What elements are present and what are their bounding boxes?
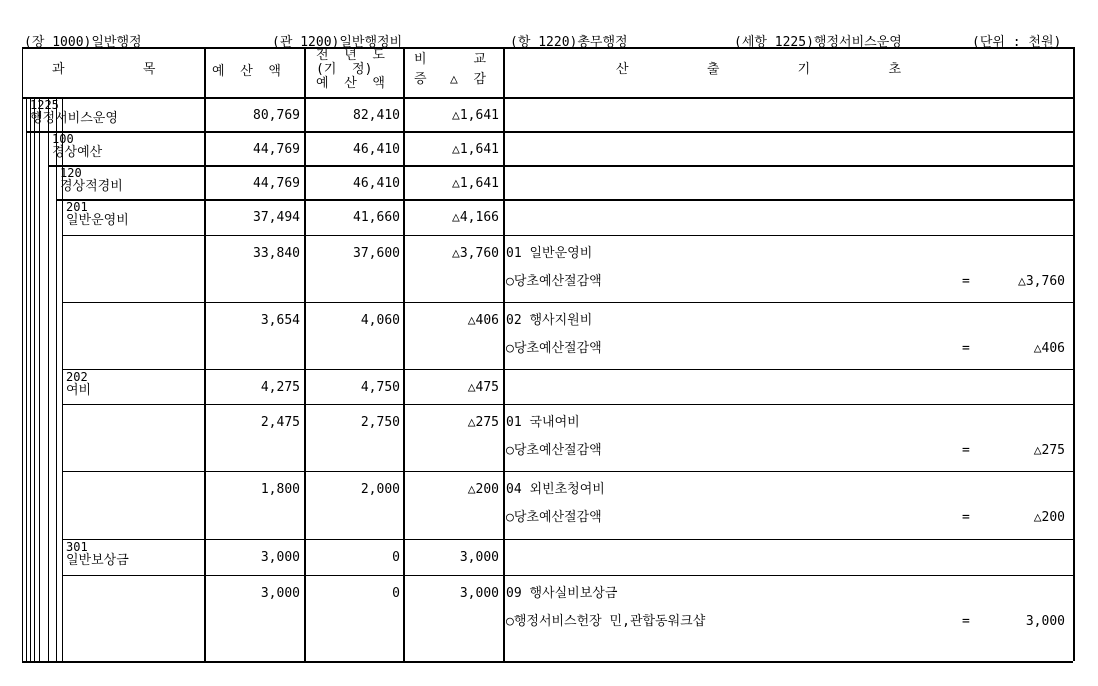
sehang-label: (세항 1225)행정서비스운영 — [734, 35, 902, 50]
basis-detail: ○당초예산절감액 — [506, 443, 602, 458]
row-diff: △1,641 — [452, 176, 499, 191]
nesting-line — [34, 97, 35, 661]
row-prev-budget: 4,750 — [360, 380, 400, 395]
row-divider — [62, 302, 1073, 303]
row-budget: 3,654 — [260, 313, 300, 328]
row-name: 경상예산 — [52, 145, 103, 160]
row-diff: 3,000 — [459, 550, 499, 565]
row-diff: △200 — [467, 482, 499, 497]
row-budget: 4,275 — [260, 380, 300, 395]
row-prev-budget: 0 — [392, 586, 400, 601]
basis-equals: = — [962, 274, 970, 289]
gwan-label: (관 1200)일반행정비 — [272, 35, 403, 50]
col-compare-header-2: 증 △ 감 — [414, 72, 487, 87]
col-basis-header: 산 출 기 초 — [616, 62, 902, 77]
column-divider — [403, 47, 405, 661]
col-budget-header: 예 산 액 — [212, 64, 281, 79]
row-code: 201 — [66, 200, 88, 214]
basis-detail: ○당초예산절감액 — [506, 510, 602, 525]
nesting-line — [30, 97, 31, 661]
row-divider — [62, 369, 1073, 370]
row-prev-budget: 46,410 — [353, 176, 400, 191]
nesting-line — [56, 97, 57, 661]
row-prev-budget: 46,410 — [353, 142, 400, 157]
row-budget: 3,000 — [260, 586, 300, 601]
row-divider — [56, 199, 1073, 201]
row-diff: △275 — [467, 415, 499, 430]
row-budget: 37,494 — [253, 210, 300, 225]
row-budget: 3,000 — [260, 550, 300, 565]
basis-detail: ○행정서비스헌장 민,관합동워크샵 — [506, 614, 706, 629]
basis-amount: △275 — [1033, 443, 1065, 458]
table-left-border — [22, 47, 23, 661]
basis-detail: ○당초예산절감액 — [506, 341, 602, 356]
basis-amount: 3,000 — [1025, 614, 1065, 629]
nesting-line — [39, 97, 40, 661]
unit-label: (단위 : 천원) — [972, 35, 1062, 50]
basis-item: 04 외빈초청여비 — [506, 482, 605, 497]
row-code: 100 — [52, 132, 74, 146]
row-diff: △475 — [467, 380, 499, 395]
row-prev-budget: 37,600 — [353, 246, 400, 261]
row-name: 행정서비스운영 — [30, 111, 118, 126]
row-prev-budget: 4,060 — [360, 313, 400, 328]
row-name: 일반보상금 — [66, 553, 129, 568]
row-budget: 80,769 — [253, 108, 300, 123]
row-divider — [26, 131, 1073, 133]
row-code: 120 — [60, 166, 82, 180]
row-name: 일반운영비 — [66, 213, 129, 228]
row-prev-budget: 0 — [392, 550, 400, 565]
column-divider — [204, 47, 206, 661]
basis-equals: = — [962, 614, 970, 629]
row-divider — [62, 404, 1073, 405]
row-name: 경상적경비 — [60, 179, 123, 194]
row-budget: 44,769 — [253, 176, 300, 191]
basis-amount: △3,760 — [1018, 274, 1065, 289]
basis-item: 01 국내여비 — [506, 415, 580, 430]
basis-amount: △406 — [1033, 341, 1065, 356]
row-diff: △1,641 — [452, 142, 499, 157]
basis-equals: = — [962, 341, 970, 356]
table-top-border — [22, 47, 1073, 49]
row-budget: 44,769 — [253, 142, 300, 157]
col-prev-header-1: 전 년 도 — [316, 48, 385, 63]
basis-item: 09 행사실비보상금 — [506, 586, 618, 601]
basis-item: 01 일반운영비 — [506, 246, 593, 261]
col-compare-header-1: 비 교 — [414, 52, 487, 67]
row-divider — [62, 471, 1073, 472]
row-prev-budget: 2,000 — [360, 482, 400, 497]
basis-item: 02 행사지원비 — [506, 313, 593, 328]
table-right-border — [1073, 47, 1075, 661]
row-diff: △3,760 — [452, 246, 499, 261]
row-divider — [62, 539, 1073, 540]
col-prev-header-2: (기 정) — [316, 62, 373, 77]
row-diff: △1,641 — [452, 108, 499, 123]
column-divider — [503, 47, 505, 661]
nesting-line — [26, 97, 27, 661]
row-prev-budget: 41,660 — [353, 210, 400, 225]
basis-amount: △200 — [1033, 510, 1065, 525]
row-divider — [62, 575, 1073, 576]
budget-table — [22, 47, 1073, 661]
col-subject-header: 과 목 — [52, 62, 156, 77]
table-bottom-border — [22, 661, 1073, 663]
row-divider — [62, 235, 1073, 236]
row-prev-budget: 82,410 — [353, 108, 400, 123]
nesting-line — [48, 97, 49, 661]
row-code: 301 — [66, 540, 88, 554]
column-divider — [304, 47, 306, 661]
basis-equals: = — [962, 510, 970, 525]
col-prev-header-3: 예 산 액 — [316, 76, 385, 91]
row-diff: △406 — [467, 313, 499, 328]
row-code: 202 — [66, 370, 88, 384]
row-diff: △4,166 — [452, 210, 499, 225]
row-budget: 2,475 — [260, 415, 300, 430]
jang-label: (장 1000)일반행정 — [24, 35, 142, 50]
row-divider — [48, 165, 1073, 167]
row-budget: 1,800 — [260, 482, 300, 497]
header-divider — [22, 97, 1073, 99]
row-diff: 3,000 — [459, 586, 499, 601]
basis-equals: = — [962, 443, 970, 458]
row-prev-budget: 2,750 — [360, 415, 400, 430]
row-budget: 33,840 — [253, 246, 300, 261]
row-code: 1225 — [30, 98, 59, 112]
basis-detail: ○당초예산절감액 — [506, 274, 602, 289]
row-name: 여비 — [66, 383, 92, 398]
hang-label: (항 1220)총무행정 — [510, 35, 628, 50]
